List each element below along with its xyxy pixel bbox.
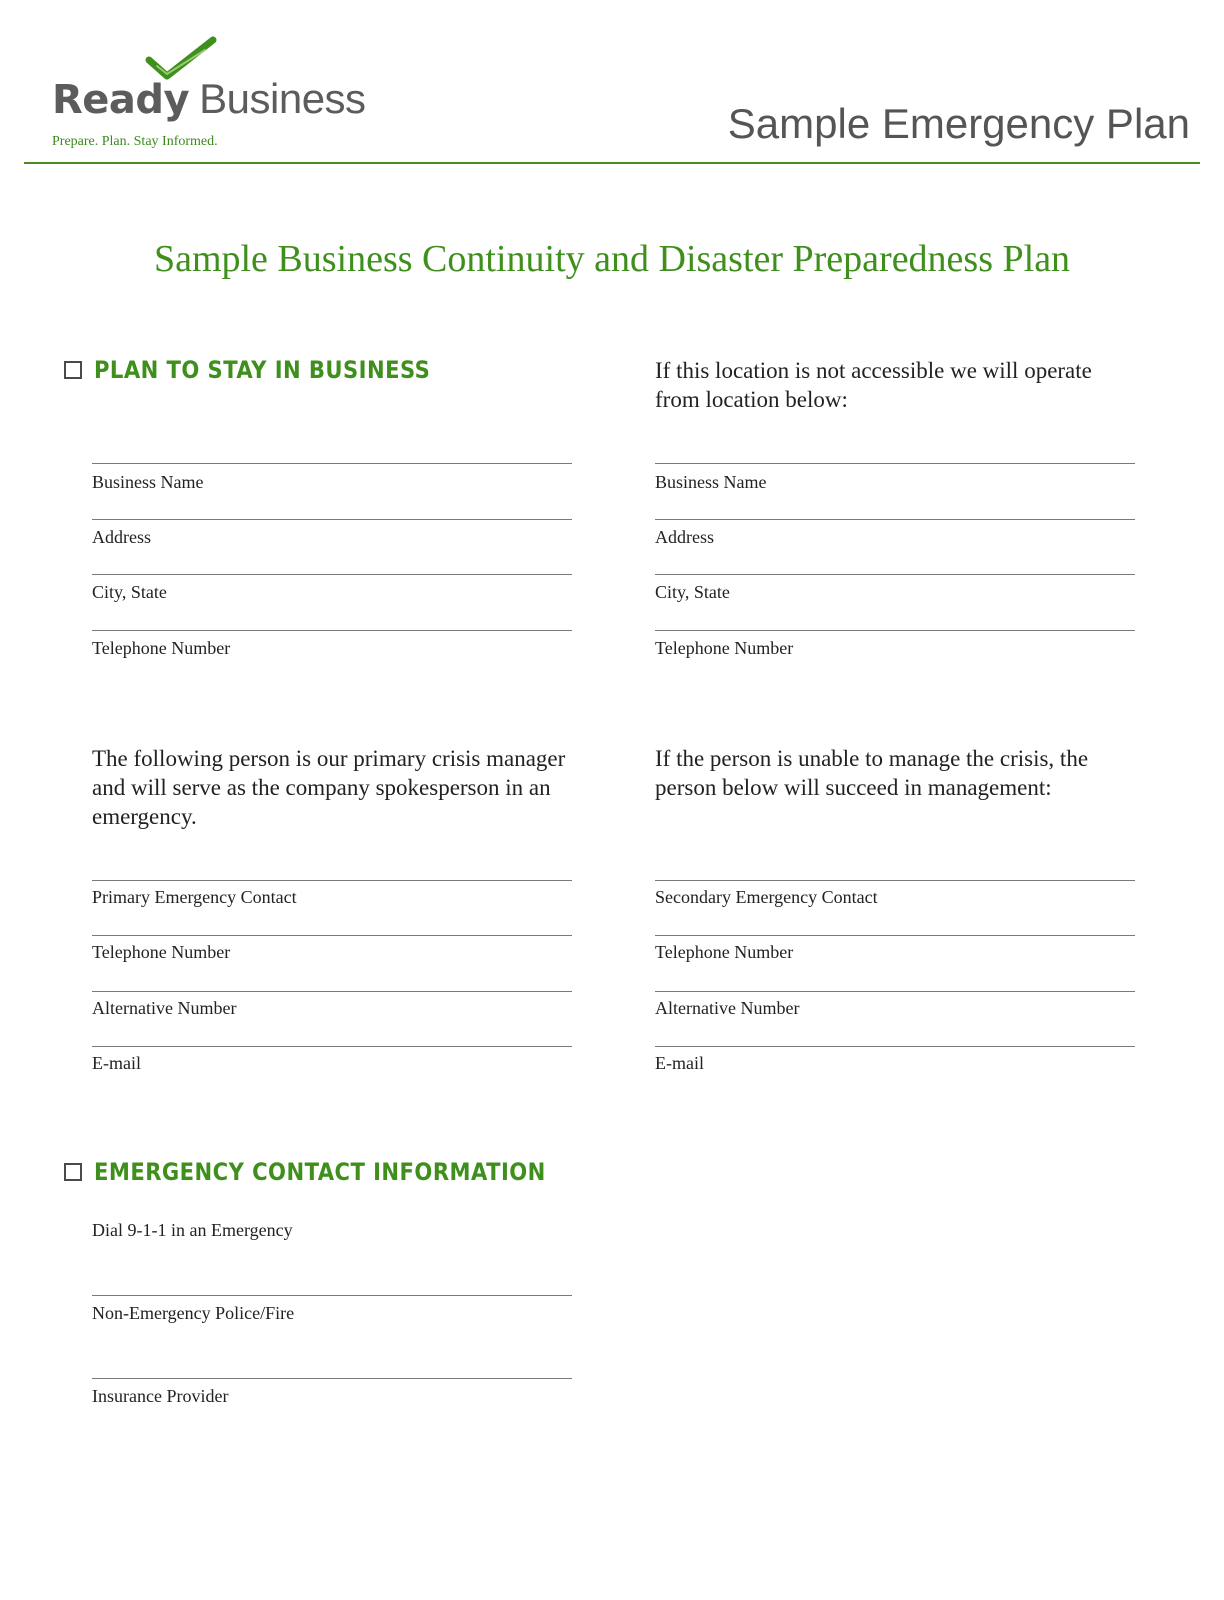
field-label: Address: [92, 527, 151, 547]
logo-wordmark: [52, 75, 366, 123]
document-header-title: Sample Emergency Plan: [727, 100, 1190, 147]
alt-city-state-line[interactable]: [655, 574, 1135, 575]
field-label: City, State: [92, 582, 167, 602]
business-name-line[interactable]: [92, 463, 572, 464]
secondary-contact-line[interactable]: [655, 880, 1135, 881]
logo-tagline: Prepare. Plan. Stay Informed.: [52, 134, 218, 149]
dial-911-note: Dial 9-1-1 in an Emergency: [92, 1220, 293, 1240]
alt-business-name-line[interactable]: [655, 463, 1135, 464]
secondary-alt-number-line[interactable]: [655, 991, 1135, 992]
alt-address-line[interactable]: [655, 519, 1135, 520]
field-label: Business Name: [92, 472, 204, 492]
field-label: Address: [655, 527, 714, 547]
field-label: Alternative Number: [92, 998, 237, 1018]
field-label: Secondary Emergency Contact: [655, 887, 878, 907]
primary-contact-line[interactable]: [92, 880, 572, 881]
page-title: Sample Business Continuity and Disaster Preparedness Plan: [153, 238, 1071, 280]
field-label: Insurance Provider: [92, 1386, 229, 1406]
alt-location-intro: If this location is not accessible we will operate from location below:: [655, 358, 1092, 412]
field-label: Telephone Number: [655, 942, 794, 962]
section-emergency-contact-information: [64, 1155, 607, 1189]
section-heading: EMERGENCY CONTACT INFORMATION: [94, 1158, 546, 1186]
primary-telephone-line[interactable]: [92, 935, 572, 936]
alt-telephone-line[interactable]: [655, 630, 1135, 631]
section-heading: PLAN TO STAY IN BUSINESS: [94, 356, 431, 384]
primary-email-line[interactable]: [92, 1046, 572, 1047]
secondary-telephone-line[interactable]: [655, 935, 1135, 936]
field-label: Telephone Number: [92, 942, 231, 962]
field-label: Telephone Number: [92, 638, 231, 658]
non-emergency-line[interactable]: [92, 1295, 572, 1296]
field-label: Primary Emergency Contact: [92, 887, 297, 907]
address-line[interactable]: [92, 519, 572, 520]
secondary-email-line[interactable]: [655, 1046, 1135, 1047]
successor-intro: If the person is unable to manage the crisis, the person below will succeed in management:: [655, 746, 1089, 800]
field-label: Business Name: [655, 472, 767, 492]
insurance-provider-line[interactable]: [92, 1378, 572, 1379]
field-label: City, State: [655, 582, 730, 602]
primary-manager-intro: The following person is our primary crisis manager and will serve as the company spokesperson in an emergency.: [92, 746, 566, 829]
city-state-line[interactable]: [92, 574, 572, 575]
section-checkbox[interactable]: [64, 361, 82, 379]
field-label: Telephone Number: [655, 638, 794, 658]
primary-alt-number-line[interactable]: [92, 991, 572, 992]
section-checkbox[interactable]: [64, 1163, 82, 1181]
field-label: E-mail: [92, 1053, 141, 1073]
telephone-line[interactable]: [92, 630, 572, 631]
header-divider: [24, 162, 1200, 164]
field-label: E-mail: [655, 1053, 704, 1073]
logo-word-business: Business: [199, 75, 366, 122]
logo-word-ready: Ready: [52, 77, 190, 123]
field-label: Alternative Number: [655, 998, 800, 1018]
field-label: Non-Emergency Police/Fire: [92, 1303, 295, 1323]
section-plan-to-stay-in-business: [64, 353, 476, 387]
